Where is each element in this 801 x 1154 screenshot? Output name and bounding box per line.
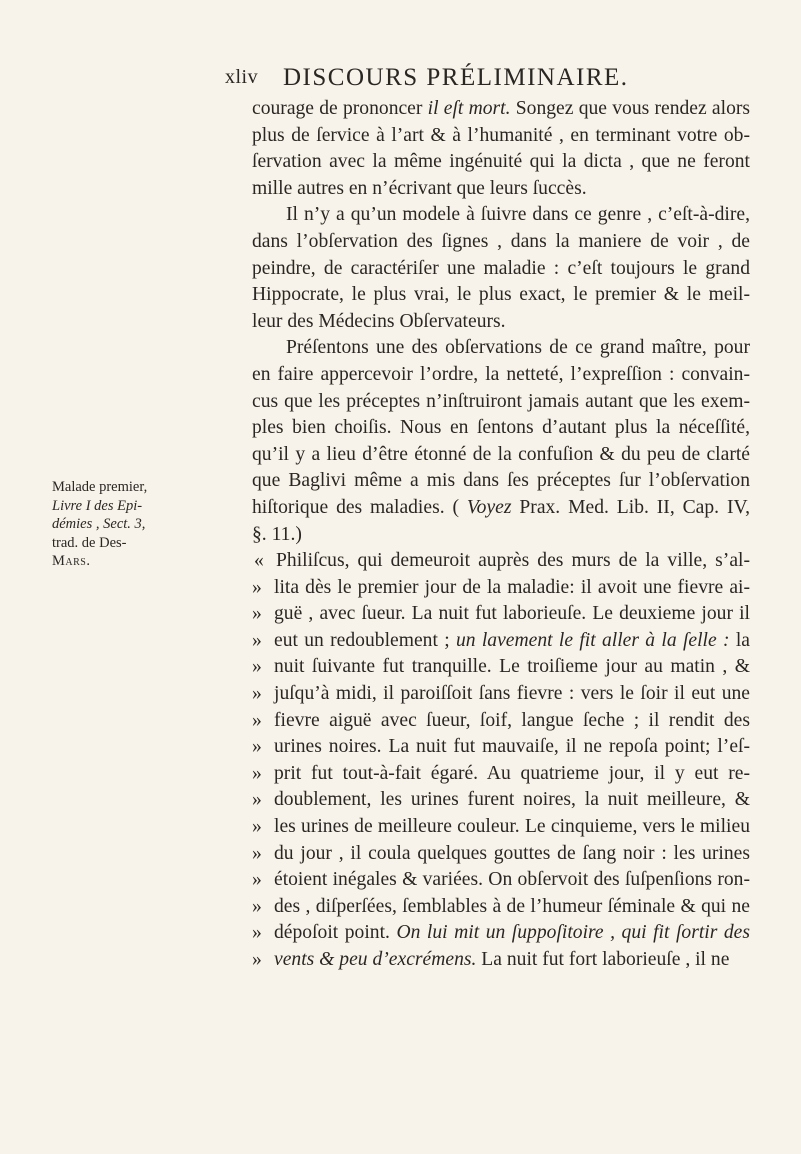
- italic-span: un lavement le fit aller à la ſelle :: [455, 629, 730, 651]
- quote-mark: »: [252, 629, 262, 651]
- text-line: Hippocrate, le plus vrai, le plus exact, le premier & le meil-: [252, 284, 750, 306]
- quote-line: [252, 841, 750, 868]
- margin-note-line: [52, 515, 192, 534]
- quote-line: [252, 787, 750, 814]
- quote-line: [252, 867, 750, 894]
- text-span: les urines de meilleure couleur. Le cinquieme, vers le milieu: [274, 816, 750, 838]
- text-line: Il n’y a qu’un modele à ſuivre dans ce genre , c’eſt-à-dire,: [286, 204, 750, 226]
- text-span: des , diſperſées, ſemblables à de l’humeur ſéminale & qui ne: [274, 895, 750, 917]
- text-line: leur des Médecins Obſervateurs.: [252, 310, 506, 332]
- text-span: prit fut tout-à-fait égaré. Au quatrieme jour, il y eut re-: [274, 762, 750, 784]
- text-span: du jour , il coula quelques gouttes de ſang noir : les urines: [274, 842, 750, 864]
- quote-line: [252, 708, 750, 735]
- text-span: urines noires. La nuit fut mauvaiſe, il ne repoſa point; l’eſ-: [274, 736, 750, 758]
- quote-line: [252, 601, 750, 628]
- running-head: DISCOURS PRÉLIMINAIRE.: [283, 64, 629, 91]
- text-line: ſervation avec la même ingénuité qui la dicta , que ne feront: [252, 151, 750, 173]
- text-span: doublement, les urines furent noires, la nuit meilleure, &: [274, 789, 750, 811]
- text-span: Songez que vous rendez alors: [510, 98, 750, 119]
- italic-span: démies , Sect. 3,: [52, 516, 146, 532]
- quote-mark: »: [252, 949, 262, 970]
- paragraph-2: [252, 202, 750, 335]
- quote-mark: »: [252, 762, 262, 784]
- paragraph-3: [252, 335, 750, 548]
- text-span: juſqu’à midi, il paroiſſoit ſans fievre : vers le ſoir il eut une: [274, 683, 750, 705]
- margin-note-line: Mars.: [52, 553, 91, 569]
- quote-mark: »: [252, 842, 262, 864]
- italic-span: On lui mit un ſuppoſitoire , qui fit ſortir des: [396, 922, 750, 944]
- quote-line: [252, 654, 750, 681]
- quote-mark: »: [252, 922, 262, 944]
- text-span: fievre aiguë avec ſueur, ſoif, langue ſeche ; il rendit des: [274, 709, 750, 731]
- hippocrates-observation-quote: [252, 548, 750, 974]
- text-line: qu’il y a lieu d’être étonné de la confuſion & du peu de clarté: [252, 443, 750, 465]
- quote-line: [252, 681, 750, 708]
- quote-mark: »: [252, 709, 262, 731]
- text-line: mille autres en n’écrivant que leurs ſuccès.: [252, 177, 587, 199]
- margin-note-line: [52, 497, 192, 516]
- text-span: eut un redoublement ;: [274, 629, 456, 651]
- quote-line: [252, 894, 750, 921]
- paragraph-1: [252, 96, 750, 202]
- quote-line: [252, 947, 750, 974]
- text-span: la: [729, 629, 750, 651]
- margin-note: [52, 478, 192, 571]
- quote-line: [252, 814, 750, 841]
- page-header: [225, 64, 745, 94]
- quote-line: [252, 628, 750, 655]
- text-line: en faire appercevoir l’ordre, la netteté, l’expreſſion : convain-: [252, 363, 750, 385]
- text-span: étoient inégales & variées. On obſervoit des ſuſpenſions ron-: [274, 869, 750, 891]
- quote-line: [252, 575, 750, 602]
- text-span: hiſtorique des maladies. (: [252, 496, 467, 518]
- quote-mark: »: [252, 816, 262, 838]
- text-line: §. 11.): [252, 523, 302, 545]
- italic-span: Voyez: [466, 496, 512, 518]
- page-number: xliv: [225, 66, 259, 88]
- quote-mark: »: [252, 656, 262, 678]
- quote-mark: »: [252, 603, 262, 625]
- quote-mark: »: [252, 576, 262, 598]
- text-line: Préſentons une des obſervations de ce grand maître, pour: [286, 337, 750, 359]
- text-span: Philiſcus, qui demeuroit auprès des murs de la ville, s’al-: [276, 550, 750, 572]
- text-span: lita dès le premier jour de la maladie: il avoit une fievre ai-: [274, 576, 750, 598]
- quote-mark: »: [252, 736, 262, 758]
- text-span: courage de prononcer: [252, 98, 428, 119]
- text-span: Prax. Med. Lib. II, Cap. IV,: [511, 496, 750, 518]
- quote-mark: »: [252, 895, 262, 917]
- text-line: dans l’obſervation des ſignes , dans la maniere de voir , de: [252, 230, 750, 252]
- text-line: plus de ſervice à l’art & à l’humanité , en terminant votre ob-: [252, 124, 750, 146]
- text-line: [252, 495, 750, 522]
- italic-span: il eſt mort.: [427, 98, 511, 119]
- text-line: cus que les préceptes n’inſtruiront jamais autant que les exem-: [252, 390, 750, 412]
- italic-span: Livre I des Epi-: [52, 497, 143, 514]
- text-span: nuit ſuivante fut tranquille. Le troiſieme jour au matin , &: [274, 656, 750, 678]
- main-text: [252, 96, 750, 974]
- text-span: dépoſoit point.: [274, 922, 397, 944]
- text-span: La nuit fut fort laborieuſe , il ne: [476, 949, 730, 970]
- quote-line: [252, 761, 750, 788]
- quote-line: [252, 548, 750, 575]
- text-line: peindre, de caractériſer une maladie : c’eſt toujours le grand: [252, 257, 750, 279]
- quote-mark: »: [252, 869, 262, 891]
- quote-mark: »: [252, 683, 262, 705]
- quote-line: [252, 920, 750, 947]
- quote-mark: »: [252, 789, 262, 811]
- text-line: que Baglivi même a mis dans ſes préceptes ſur l’obſervation: [252, 470, 750, 492]
- margin-note-line: Malade premier,: [52, 479, 148, 495]
- italic-span: vents & peu d’excrémens.: [274, 949, 477, 970]
- text-span: guë , avec ſueur. La nuit fut laborieuſe. Le deuxieme jour il: [274, 603, 750, 625]
- quote-mark: «: [254, 550, 264, 572]
- text-line: [252, 96, 750, 123]
- quote-line: [252, 734, 750, 761]
- text-line: ples bien choiſis. Nous en ſentons d’autant plus la néceſſité,: [252, 417, 750, 439]
- margin-note-line: trad. de Des-: [52, 534, 127, 551]
